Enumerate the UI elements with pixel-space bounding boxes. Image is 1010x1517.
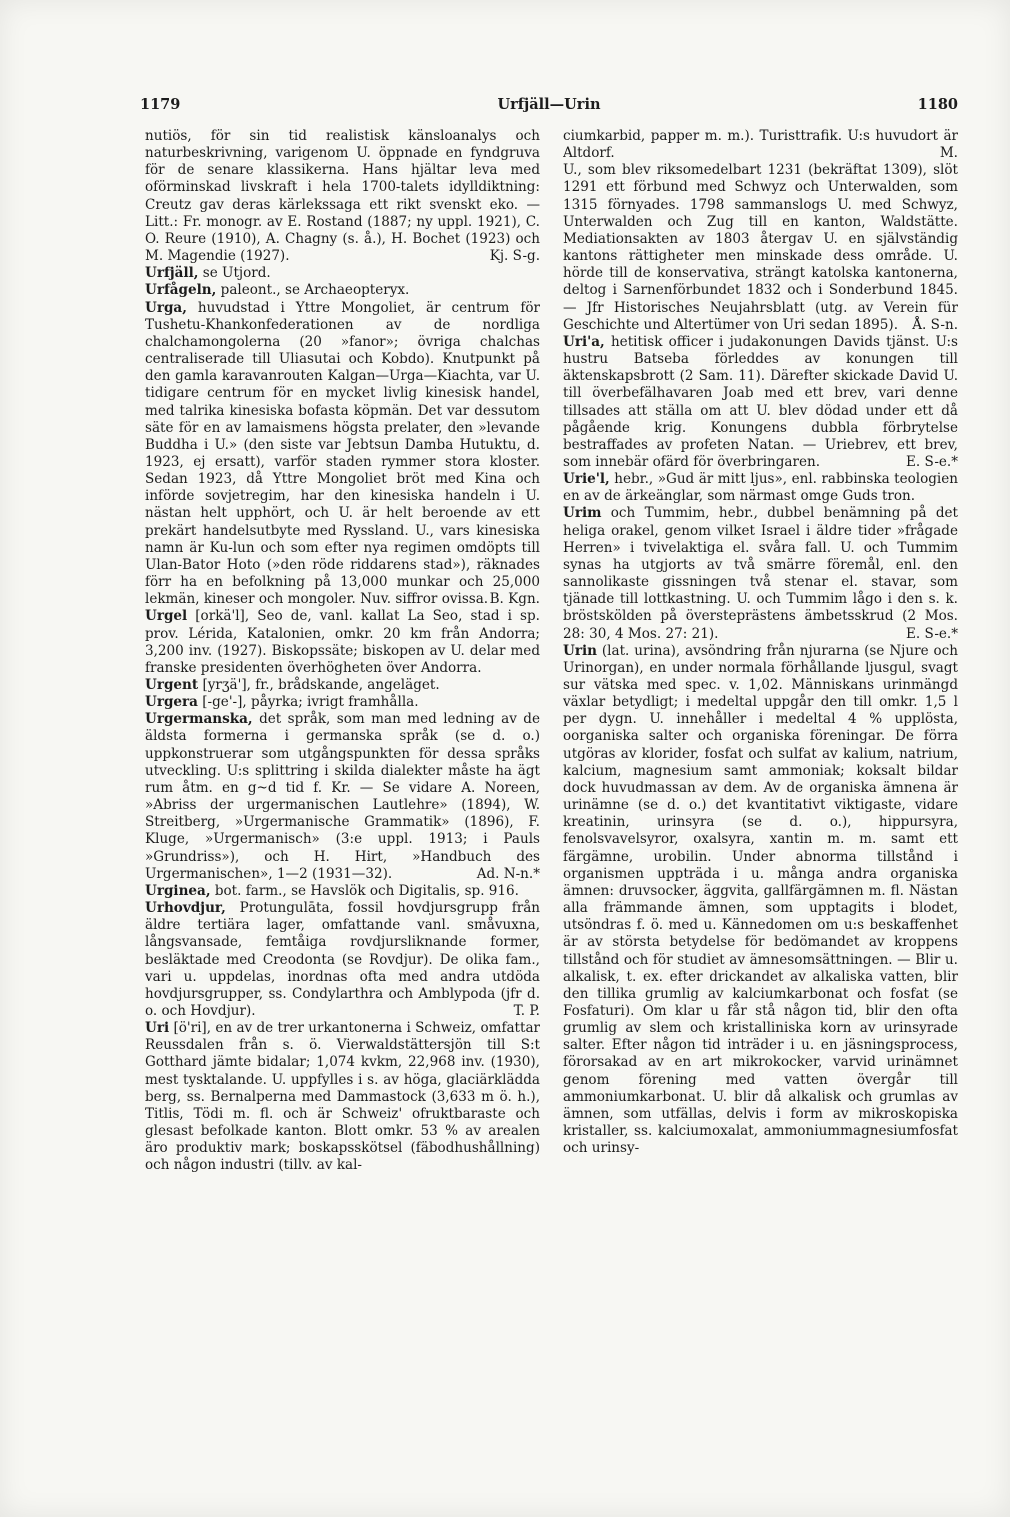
dictionary-entry bbox=[145, 282, 540, 299]
author-signature: M. bbox=[939, 145, 958, 162]
entry-headword: Uri'a, bbox=[563, 333, 605, 350]
entry-headword: Urgent bbox=[145, 677, 199, 693]
entry-text: ciumkarbid, papper m. m.). Turisttrafik. U:s huvudort är Altdorf. bbox=[563, 128, 958, 162]
entry-text: paleont., se Archaeopteryx. bbox=[216, 282, 410, 299]
running-title: Urfjäll—Urin bbox=[497, 96, 601, 113]
dictionary-entry bbox=[145, 883, 540, 900]
dictionary-entry bbox=[145, 694, 540, 711]
entry-text: hetitisk officer i judakonungen Davids tjänst. U:s hustru Batseba förleddes av konungen till äktenskapsbrott (2 Sam. 11). Därefter skickade David U. till överbefälhavaren Joab med ett brev, vari denne tillsades att ställa om att U. blev dödad under ett då pågående krig. Konungens dubbla förbrytelse bestraffades av profeten Natan. — Uriebrev, ett brev, som innebär ofärd för överbringaren. bbox=[563, 333, 958, 470]
dictionary-entry bbox=[145, 608, 540, 677]
entry-text: det språk, som man med ledning av de äldsta formerna i germanska språk (se d. o.) uppkonstruerar som utgångspunkten för dessa språks utveckling. U:s splittring i skilda dialekter måste ha ägt rum åtm. en g~d tid f. Kr. — Se vidare A. Noreen, »Abriss der urgermanischen Lautlehre» (1894), W. Streitberg, »Urgermanische Grammatik» (1896), F. Kluge, »Urgermanisch» (3:e uppl. 1913; i Pauls »Grundriss»), och H. Hirt, »Handbuch des Urgermanischen», 1—2 (1931—32). bbox=[145, 711, 540, 882]
dictionary-entry bbox=[563, 162, 958, 334]
dictionary-entry bbox=[145, 900, 540, 1020]
entry-headword: Urgera bbox=[145, 694, 198, 711]
entry-headword: Urginea, bbox=[145, 882, 211, 899]
page-number-right: 1180 bbox=[917, 96, 958, 113]
dictionary-entry bbox=[145, 711, 540, 883]
dictionary-entry bbox=[145, 1020, 540, 1174]
dictionary-entry bbox=[145, 265, 540, 282]
dictionary-entry bbox=[145, 128, 540, 265]
dictionary-entry bbox=[563, 471, 958, 505]
entry-text: nutiös, för sin tid realistisk känsloanalys och naturbeskrivning, varigenom U. öppnade en fyndgruva för de senare klassikerna. Hans hjältar leva med oförminskad livskraft i hela 1700-talets idylldiktning: Creutz gav deras kärlekssaga ett rikt svenskt eko. — Litt.: Fr. monogr. av E. Rostand (1887; ny uppl. 1921), C. O. Reure (1910), A. Chagny (s. å.), H. Bochet (1923) och M. Magendie (1927). bbox=[145, 128, 540, 265]
entry-headword: Urga, bbox=[145, 299, 187, 316]
left-column bbox=[145, 128, 540, 1418]
entry-text: [yrʒä'], fr., brådskande, angeläget. bbox=[198, 677, 440, 693]
dictionary-entry bbox=[563, 643, 958, 1158]
dictionary-entry bbox=[145, 677, 540, 694]
dictionary-entry bbox=[145, 300, 540, 609]
entry-text: Protungulāta, fossil hovdjursgrupp från äldre tertiära lager, omfattande vanl. småvuxna, långsvansade, femtåiga rovdjursliknande former, besläktade med Creodonta (se Rovdjur). De olika fam., vari u. uppdelas, inordnas ofta med andra utdöda hovdjursgrupper, ss. Condylarthra och Amblypoda (jfr d. o. och Hovdjur). bbox=[145, 900, 540, 1019]
entry-text: [-ge'-], påyrka; ivrigt framhålla. bbox=[197, 694, 419, 711]
author-signature: Ad. N-n.* bbox=[476, 865, 540, 882]
entry-headword: Urgel bbox=[145, 608, 188, 625]
dictionary-entry bbox=[563, 505, 958, 642]
entry-headword: Urim bbox=[563, 505, 602, 522]
author-signature: Å. S-n. bbox=[912, 316, 958, 333]
entry-text: hebr., »Gud är mitt ljus», enl. rabbinska teologien en av de ärkeänglar, som närmast omge Guds tron. bbox=[563, 471, 958, 505]
entry-text: huvudstad i Yttre Mongoliet, är centrum för Tushetu-Khankonfederationen av de nordliga chalchamongolerna (20 »fanor»; övriga chalchas centraliserade till Uliasutai och Kobdo). Knutpunkt på den gamla karavanrouten Kalgan—Urga—Kiachta, var U. tidigare centrum för en mycket livlig kinesisk handel, med talrika kinesiska bofasta köpmän. Det var dessutom säte för en av lamaismens högsta prelater, den »levande Buddha i U.» (den siste var Jebtsun Damba Hutuktu, d. 1923, ej ersatt), varför staden rymmer stora kloster. Sedan 1923, då Yttre Mongoliet bröt med Kina och införde sovjetregim, har den kinesiska handeln i U. nästan helt upphört, och U. är helt beroende av ett prekärt handelsutbyte med Ryssland. U., vars kinesiska namn är Ku-lun och som efter nya regimen omdöpts till Ulan-Bator Hoto (»den röde riddarens stad»), räknades förr ha en befolkning på 13,000 munkar och 25,000 lekmän, kineser och mongoler. Nuv. siffror ovissa. bbox=[145, 299, 540, 608]
author-signature: E. S-e.* bbox=[906, 625, 958, 642]
author-signature: Kj. S-g. bbox=[489, 248, 540, 265]
entry-headword: Urie'l, bbox=[563, 471, 610, 488]
entry-text: U., som blev riksomedelbart 1231 (bekräftat 1309), slöt 1291 ett förbund med Schwyz och Unterwalden, som 1315 förnyades. 1798 sammanslogs U. med Schwyz, Unterwalden och Zug till en kanton, Waldstätte. Mediationsakten av 1803 återgav U. en självständig kantons rättigheter men minskade dess område. U. hörde till de konservativa, strängt katolska kantonerna, deltog i Sarnenförbundet 1832 och i Sonderbund 1845. — Jfr Historisches Neujahrsblatt (utg. av Verein für Geschichte und Altertümer von Uri sedan 1895). bbox=[563, 162, 958, 333]
dictionary-entry bbox=[563, 128, 958, 162]
entry-text: (lat. urina), avsöndring från njurarna (se Njure och Urinorgan), en under normala förhållande ljusgul, svagt sur vätska med spec. v. 1,02. Människans urinmängd växlar betydligt; i medeltal uppgår den till omkr. 1,5 l per dygn. U. innehåller i medeltal 4 % upplösta, oorganiska salter och organiska föreningar. De förra utgöras av klorider, fosfat och sulfat av kalium, natrium, kalcium, magnesium samt ammoniak; koksalt bildar dock huvudmassan av dem. Av de organiska ämnena är urinämne (se d. o.) det kvantitativt viktigaste, vidare kreatinin, urinsyra (se d. o.), hippursyra, fenolsvavelsyror, oxalsyra, xantin m. m. samt ett färgämne, urobilin. Under abnorma tillstånd i organismen uppträda i u. många andra organiska ämnen: druvsocker, äggvita, gallfärgämnen m. fl. Nästan alla främmande ämnen, som upptagits i blodet, utsöndras f. ö. med u. Kännedomen om u:s beskaffenhet är av största betydelse för bedömandet av kroppens tillstånd och för studiet av ämnesomsättningen. — Blir u. alkalisk, t. ex. efter drickandet av alkaliska vatten, blir den tillika grumlig av kalciumkarbonat och fosfat (se Fosfaturi). Om klar u får stå någon tid, blir den ofta grumlig av slem och kristalliniska korn av urinsyrade salter. Efter någon tid inträder i u. en jäsningsprocess, förorsakad av en art mikrokocker, varvid urinämnet genom förening med vatten övergår till ammoniumkarbonat. U. blir då alkalisk och grumlas av ämnen, som utfällas, delvis i form av mikroskopiska kristaller, ss. kalciumoxalat, ammoniummagnesiumfosfat och urinsy- bbox=[563, 642, 958, 1157]
entry-text: och Tummim, hebr., dubbel benämning på det heliga orakel, genom vilket Israel i äldre tider »frågade Herren» i tvivelaktiga el. svåra fall. U. och Tummim synas ha utgjorts av två smärre föremål, enl. den sannolikaste gissningen två stenar el. stavar, som tjänade till lottkastning. U. och Tummim lågo i den s. k. bröstskölden på översteprästens ämbetsskrud (2 Mos. 28: 30, 4 Mos. 27: 21). bbox=[563, 505, 958, 642]
entry-headword: Urfågeln, bbox=[145, 282, 217, 299]
entry-text: bot. farm., se Havslök och Digitalis, sp. 916. bbox=[210, 882, 519, 899]
author-signature: E. S-e.* bbox=[906, 453, 958, 470]
running-header bbox=[140, 96, 958, 120]
author-signature: B. Kgn. bbox=[489, 591, 540, 608]
entry-headword: Urfjäll, bbox=[145, 265, 199, 282]
entry-headword: Uri bbox=[145, 1020, 170, 1037]
entry-text: [ö'ri], en av de trer urkantonerna i Schweiz, omfattar Reussdalen från s. ö. Vierwaldstättersjön till S:t Gotthard jämte bidalar; 1,074 kvkm, 22,968 inv. (1930), mest tysktalande. U. uppfylles i s. av höga, glaciärklädda berg, ss. Bernalperna med Dammastock (3,633 m ö. h.), Titlis, Tödi m. fl. och är Schweiz' ofruktbaraste och glesast befolkade kanton. Blott omkr. 53 % av arealen äro produktiv mark; boskapsskötsel (fäbodhushållning) och någon industri (tillv. av kal- bbox=[145, 1020, 540, 1174]
entry-headword: Urhovdjur, bbox=[145, 900, 226, 917]
author-signature: T. P. bbox=[513, 1002, 540, 1019]
entry-text: se Utjord. bbox=[198, 265, 271, 282]
page-number-left: 1179 bbox=[140, 96, 181, 113]
entry-headword: Urin bbox=[563, 642, 597, 659]
entry-text: [orkä'l], Seo de, vanl. kallat La Seo, stad i sp. prov. Lérida, Katalonien, omkr. 20 km från Andorra; 3,200 inv. (1927). Biskopssäte; biskopen av U. delar med franske presidenten överhögheten över Andorra. bbox=[145, 608, 540, 676]
dictionary-entry bbox=[563, 334, 958, 471]
right-column bbox=[563, 128, 958, 1418]
entry-headword: Urgermanska, bbox=[145, 711, 253, 728]
